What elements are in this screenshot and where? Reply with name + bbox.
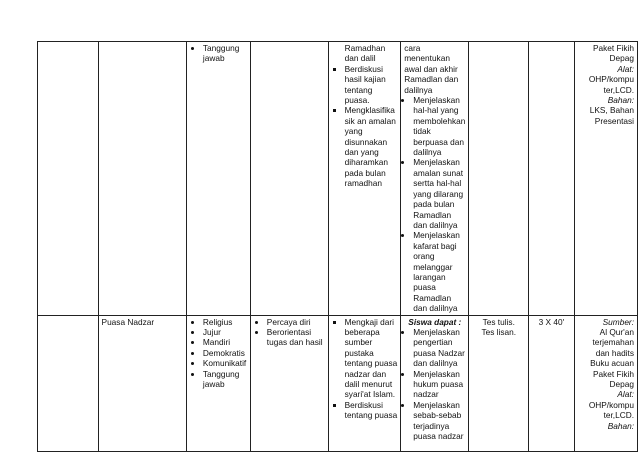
table-row	[38, 42, 638, 316]
list-item: • Menjelaskan pengertian puasa Nadzar dan dalilnya	[413, 327, 465, 369]
skills-list	[254, 317, 325, 348]
text-line: Ramadhan	[344, 43, 386, 53]
source-line: Depag	[609, 53, 634, 64]
text-line: Tes tulis.	[482, 316, 515, 327]
source-line: OHP/kompu	[588, 74, 634, 85]
source-line: ter,LCD.	[603, 84, 634, 95]
cell-sources	[574, 315, 637, 451]
cell-indicators	[401, 315, 469, 451]
table-row	[38, 315, 638, 451]
source-line: Presentasi	[594, 115, 634, 126]
cell-blank-1	[38, 42, 99, 316]
source-line: Buku acuan	[590, 358, 634, 369]
cell-skills	[250, 315, 328, 451]
list-item: • Menjelaskan kafarat bagi orang melanggar larangan puasa Ramadlan dan dalilnya	[413, 230, 465, 313]
source-line: Paket Fikih	[592, 43, 634, 53]
cell-blank-2	[38, 315, 99, 451]
cell-indicators	[401, 42, 469, 316]
cell-values	[186, 315, 250, 451]
method-list	[332, 317, 398, 421]
list-item: • Menjelaskan sebab-sebab terjadinya puasa nadzar	[413, 400, 465, 442]
sources-list	[578, 317, 634, 431]
cell-method	[328, 42, 401, 316]
list-item: • Jujur	[203, 327, 247, 337]
list-item: • Komunikatif	[203, 358, 247, 368]
source-line: Bahan:	[607, 95, 634, 106]
cell-sources	[574, 42, 637, 316]
source-line: Alat:	[617, 389, 634, 400]
indicator-list	[404, 95, 465, 314]
text-line: menentukan	[404, 53, 450, 64]
indicator-list	[404, 327, 465, 441]
list-item: • Religius	[203, 317, 247, 327]
list-item: • Mandiri	[203, 337, 247, 347]
time-value: 3 X 40'	[538, 316, 565, 327]
list-item: • Percaya diri	[267, 317, 325, 327]
text-line: cara	[404, 43, 421, 53]
list-item: • Menjelaskan hal-hal yang membolehkan tidak berpuasa dan dalilnya	[413, 95, 465, 157]
method-intro	[332, 43, 398, 64]
text-line: Tes lisan.	[481, 326, 517, 337]
source-line: Depag	[609, 379, 634, 389]
cell-time	[529, 42, 575, 316]
source-line: Sumber:	[602, 316, 634, 327]
list-item: • Tanggung jawab	[203, 369, 247, 390]
source-line: OHP/kompu	[588, 399, 634, 410]
values-list	[190, 317, 247, 390]
source-line: Paket Fikih	[592, 368, 634, 379]
indicator-heading: Siswa dapat :	[408, 316, 462, 327]
cell-skills	[250, 42, 328, 316]
source-line: dan hadits	[595, 347, 634, 358]
values-list	[190, 43, 247, 64]
source-line: Al Qur'an	[599, 326, 634, 337]
list-item: ▪ Berdiskusi tentang puasa	[345, 400, 398, 421]
cell-assessment	[469, 42, 529, 316]
source-line: LKS, Bahan	[589, 105, 634, 116]
cell-method	[328, 315, 401, 451]
lesson-plan-table	[37, 41, 638, 452]
assessment-list	[472, 317, 525, 338]
source-line: ter,LCD.	[603, 410, 634, 421]
list-item: ▪ Mengklasifika sik an amalan yang disunnakan dan yang diharamkan pada bulan ramadhan	[345, 105, 398, 188]
list-item: ▪ Mengkaji dari beberapa sumber pustaka tentang puasa nadzar dan dalil menurut syari'at Islam.	[345, 317, 398, 400]
cell-assessment	[469, 315, 529, 451]
source-line: Bahan:	[607, 420, 634, 431]
text-line: dan dalil	[344, 53, 376, 64]
list-item: • Tanggung jawab	[203, 43, 247, 64]
cell-topic	[98, 315, 186, 451]
topic-label: Puasa Nadzar	[101, 316, 155, 327]
source-line: terjemahan	[592, 337, 634, 348]
text-line: Ramadlan dan	[404, 74, 459, 85]
cell-topic	[98, 42, 186, 316]
source-line: Alat:	[617, 63, 634, 74]
text-line: dalilnya	[404, 84, 433, 95]
list-item: ▪ Berdiskusi hasil kajian tentang puasa.	[345, 64, 398, 106]
indicator-intro	[404, 43, 465, 95]
method-list	[332, 64, 398, 189]
text-line: awal dan akhir	[404, 63, 458, 74]
sources-list	[578, 43, 634, 126]
list-item: • Menjelaskan amalan sunat sertta hal-hal yang dilarang pada bulan Ramadlan dan dalilnya	[413, 157, 465, 230]
cell-time	[529, 315, 575, 451]
list-item: • Menjelaskan hukum puasa nadzar	[413, 369, 465, 400]
cell-values	[186, 42, 250, 316]
list-item: • Berorientasi tugas dan hasil	[267, 327, 325, 348]
list-item: • Demokratis	[203, 348, 247, 358]
